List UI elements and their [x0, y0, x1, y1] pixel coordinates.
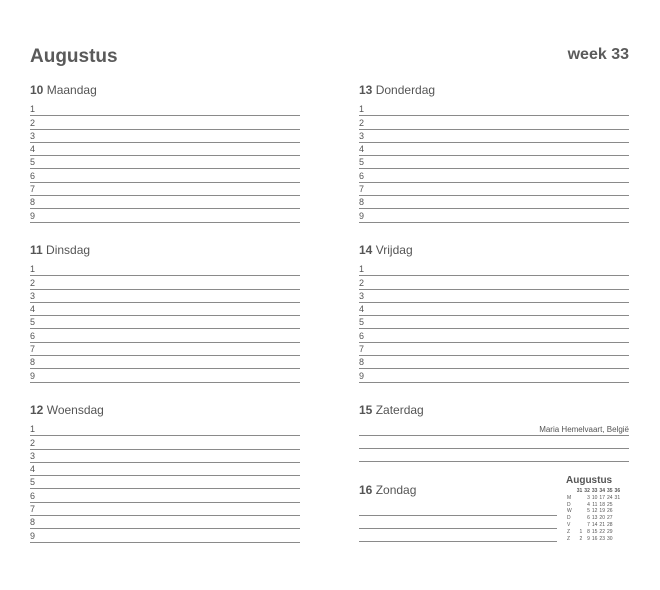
mini-calendar-day	[614, 536, 622, 543]
mini-calendar-day: 2	[579, 535, 583, 542]
mini-calendar-day: 27	[606, 515, 613, 522]
day-number: 16	[359, 483, 373, 497]
numbered-line	[359, 303, 629, 316]
mini-calendar-day	[576, 508, 584, 515]
mini-calendar-day: 25	[606, 501, 613, 508]
mini-calendar-row	[566, 515, 621, 522]
mini-calendar-day: 4	[587, 501, 590, 508]
mini-calendar-day: 13	[591, 515, 598, 522]
mini-calendar-day	[576, 495, 584, 502]
week-number: week 33	[567, 46, 629, 63]
mini-calendar-day: 20	[599, 515, 605, 522]
numbered-line	[359, 276, 629, 289]
mini-calendar-day: 1	[579, 528, 583, 535]
line-number: 8	[30, 357, 36, 368]
day-block-friday	[359, 243, 629, 383]
numbered-line	[30, 503, 300, 516]
numbered-line	[359, 290, 629, 303]
numbered-line	[30, 169, 300, 182]
mini-calendar-day	[614, 522, 622, 529]
numbered-line	[30, 356, 300, 369]
numbered-line	[359, 196, 629, 209]
mini-calendar-day: 29	[606, 528, 613, 535]
line-number: 2	[359, 277, 365, 288]
line-number: 2	[30, 117, 36, 128]
day-block-sunday	[359, 483, 557, 542]
mini-calendar-day: 22	[599, 528, 605, 535]
mini-calendar-day: 17	[599, 494, 605, 501]
mini-calendar-day: 3	[587, 494, 590, 501]
line-number: 3	[359, 290, 365, 301]
mini-calendar-day: 14	[591, 521, 598, 528]
day-title	[30, 403, 300, 423]
numbered-line	[359, 369, 629, 382]
numbered-lines	[30, 263, 300, 383]
line-number: 7	[359, 344, 365, 355]
holiday-note: Maria Hemelvaart, België	[539, 425, 629, 434]
day-title	[30, 83, 300, 103]
numbered-line	[30, 369, 300, 382]
mini-calendar-day: 8	[587, 528, 590, 535]
numbered-line	[359, 329, 629, 342]
numbered-line	[30, 209, 300, 222]
day-title	[359, 83, 629, 103]
line-number: 7	[359, 184, 365, 195]
line-number: 3	[359, 130, 365, 141]
mini-calendar-day	[614, 508, 622, 515]
line-number: 7	[30, 344, 36, 355]
numbered-line	[30, 276, 300, 289]
numbered-line	[359, 143, 629, 156]
mini-calendar-day	[576, 522, 584, 529]
day-block-thursday	[359, 83, 629, 223]
line-number: 4	[359, 304, 365, 315]
line-number: 4	[30, 464, 36, 475]
writing-line	[359, 516, 557, 529]
mini-calendar-day	[614, 529, 622, 536]
day-number: 13	[359, 83, 373, 97]
mini-calendar-row	[566, 502, 621, 509]
mini-calendar-week-number: 33	[591, 488, 598, 494]
line-number: 5	[359, 317, 365, 328]
day-name: Vrijdag	[375, 243, 413, 257]
mini-calendar-day: 19	[599, 508, 605, 515]
numbered-line	[359, 316, 629, 329]
mini-calendar-day: 7	[587, 521, 590, 528]
mini-calendar-week-number: 32	[584, 488, 590, 494]
numbered-line	[30, 423, 300, 436]
day-number: 11	[30, 243, 43, 257]
numbered-lines	[359, 103, 629, 223]
numbered-line	[30, 516, 300, 529]
line-number: 6	[359, 330, 365, 341]
line-number: 5	[359, 157, 365, 168]
line-number: 9	[359, 370, 365, 381]
mini-calendar-row	[566, 495, 621, 502]
numbered-line	[359, 156, 629, 169]
line-number: 8	[359, 197, 365, 208]
line-number: 8	[30, 517, 36, 528]
line-number: 9	[30, 370, 36, 381]
line-number: 5	[30, 317, 36, 328]
numbered-line	[30, 489, 300, 502]
mini-calendar-title: Augustus	[566, 475, 613, 486]
day-name: Zaterdag	[375, 403, 424, 417]
numbered-line	[30, 196, 300, 209]
line-number: 7	[30, 504, 36, 515]
mini-calendar-weekday: V	[567, 521, 571, 528]
numbered-line	[30, 143, 300, 156]
mini-calendar-row	[566, 508, 621, 515]
mini-calendar-row	[566, 522, 621, 529]
mini-calendar-day: 24	[606, 494, 613, 501]
mini-calendar-week-number: 31	[576, 488, 583, 494]
line-number: 4	[30, 144, 36, 155]
mini-calendar-week-number: 35	[606, 488, 613, 494]
day-number: 10	[30, 83, 44, 97]
writing-line	[359, 503, 557, 516]
mini-calendar-weekday: D	[567, 515, 571, 522]
mini-calendar-row	[566, 536, 621, 543]
mini-calendar-day	[614, 502, 622, 509]
numbered-line	[30, 316, 300, 329]
mini-calendar-day: 12	[591, 508, 598, 515]
mini-calendar-grid	[566, 488, 621, 542]
day-block-tuesday	[30, 243, 300, 383]
month-title: Augustus	[30, 46, 118, 67]
line-number: 3	[30, 290, 36, 301]
line-number: 8	[30, 197, 36, 208]
mini-calendar-week-number: 36	[614, 488, 621, 494]
line-number: 1	[359, 104, 365, 115]
line-number: 1	[30, 424, 36, 435]
numbered-lines	[30, 423, 300, 543]
mini-calendar	[566, 475, 621, 542]
line-number: 3	[30, 130, 36, 141]
writing-line	[359, 423, 629, 436]
mini-calendar-day: 9	[587, 535, 590, 542]
mini-calendar-day: 16	[591, 535, 598, 542]
day-title	[359, 403, 629, 423]
day-block-saturday	[359, 403, 629, 462]
mini-calendar-day	[576, 502, 584, 509]
line-number: 2	[30, 437, 36, 448]
numbered-line	[30, 436, 300, 449]
line-number: 5	[30, 157, 36, 168]
day-block-monday	[30, 83, 300, 223]
numbered-line	[30, 303, 300, 316]
mini-calendar-day: 6	[587, 515, 590, 522]
line-number: 4	[30, 304, 36, 315]
mini-calendar-day: 31	[614, 494, 621, 501]
numbered-line	[359, 183, 629, 196]
writing-line	[359, 449, 629, 462]
day-name: Dinsdag	[46, 243, 91, 257]
day-block-wednesday	[30, 403, 300, 543]
numbered-line	[30, 476, 300, 489]
line-number: 7	[30, 184, 36, 195]
numbered-line	[30, 263, 300, 276]
numbered-line	[30, 450, 300, 463]
numbered-line	[30, 156, 300, 169]
mini-calendar-day: 15	[591, 528, 598, 535]
mini-calendar-weekday: Z	[567, 528, 571, 535]
line-number: 6	[30, 490, 36, 501]
day-title	[30, 243, 300, 263]
mini-calendar-day: 11	[592, 501, 598, 508]
numbered-lines	[359, 263, 629, 383]
line-number: 8	[359, 357, 365, 368]
line-number: 9	[359, 210, 365, 221]
mini-calendar-day: 21	[599, 521, 605, 528]
numbered-line	[359, 209, 629, 222]
writing-line	[359, 529, 557, 542]
numbered-line	[359, 263, 629, 276]
numbered-line	[30, 329, 300, 342]
mini-calendar-day: 30	[606, 535, 613, 542]
day-number: 15	[359, 403, 373, 417]
numbered-line	[30, 463, 300, 476]
numbered-line	[30, 343, 300, 356]
numbered-lines	[30, 103, 300, 223]
numbered-line	[30, 130, 300, 143]
day-name: Zondag	[375, 483, 417, 497]
line-number: 3	[30, 450, 36, 461]
line-number: 1	[30, 264, 36, 275]
line-number: 1	[30, 104, 36, 115]
day-title	[359, 483, 557, 503]
mini-calendar-day: 10	[591, 494, 598, 501]
numbered-line	[359, 116, 629, 129]
numbered-line	[30, 183, 300, 196]
mini-calendar-row	[566, 529, 621, 536]
line-number: 5	[30, 477, 36, 488]
line-number: 6	[359, 170, 365, 181]
mini-calendar-day: 28	[606, 521, 613, 528]
line-number: 2	[30, 277, 36, 288]
line-number: 4	[359, 144, 365, 155]
numbered-line	[30, 529, 300, 542]
day-name: Woensdag	[46, 403, 104, 417]
day-name: Maandag	[46, 83, 97, 97]
line-number: 9	[30, 530, 36, 541]
mini-calendar-week-number: 34	[599, 488, 605, 494]
mini-calendar-corner	[566, 488, 576, 495]
mini-calendar-day	[576, 515, 584, 522]
day-number: 12	[30, 403, 44, 417]
line-number: 9	[30, 210, 36, 221]
day-title	[359, 243, 629, 263]
day-name: Donderdag	[375, 83, 436, 97]
mini-calendar-day: 23	[599, 535, 605, 542]
line-number: 6	[30, 170, 36, 181]
mini-calendar-day: 26	[606, 508, 613, 515]
numbered-line	[30, 290, 300, 303]
numbered-line	[359, 356, 629, 369]
numbered-line	[359, 169, 629, 182]
mini-calendar-day: 5	[587, 508, 590, 515]
numbered-line	[30, 103, 300, 116]
mini-calendar-weekday: Z	[567, 535, 571, 542]
line-number: 6	[30, 330, 36, 341]
line-number: 2	[359, 117, 365, 128]
mini-calendar-day	[614, 515, 622, 522]
day-number: 14	[359, 243, 373, 257]
writing-line	[359, 436, 629, 449]
numbered-line	[30, 116, 300, 129]
line-number: 1	[359, 264, 365, 275]
numbered-line	[359, 103, 629, 116]
mini-calendar-weekday: W	[567, 508, 572, 515]
mini-calendar-weekday: D	[567, 501, 571, 508]
mini-calendar-weekday: M	[567, 494, 572, 501]
mini-calendar-day: 18	[599, 501, 605, 508]
numbered-line	[359, 343, 629, 356]
numbered-line	[359, 130, 629, 143]
mini-calendar-week-row	[566, 488, 621, 495]
